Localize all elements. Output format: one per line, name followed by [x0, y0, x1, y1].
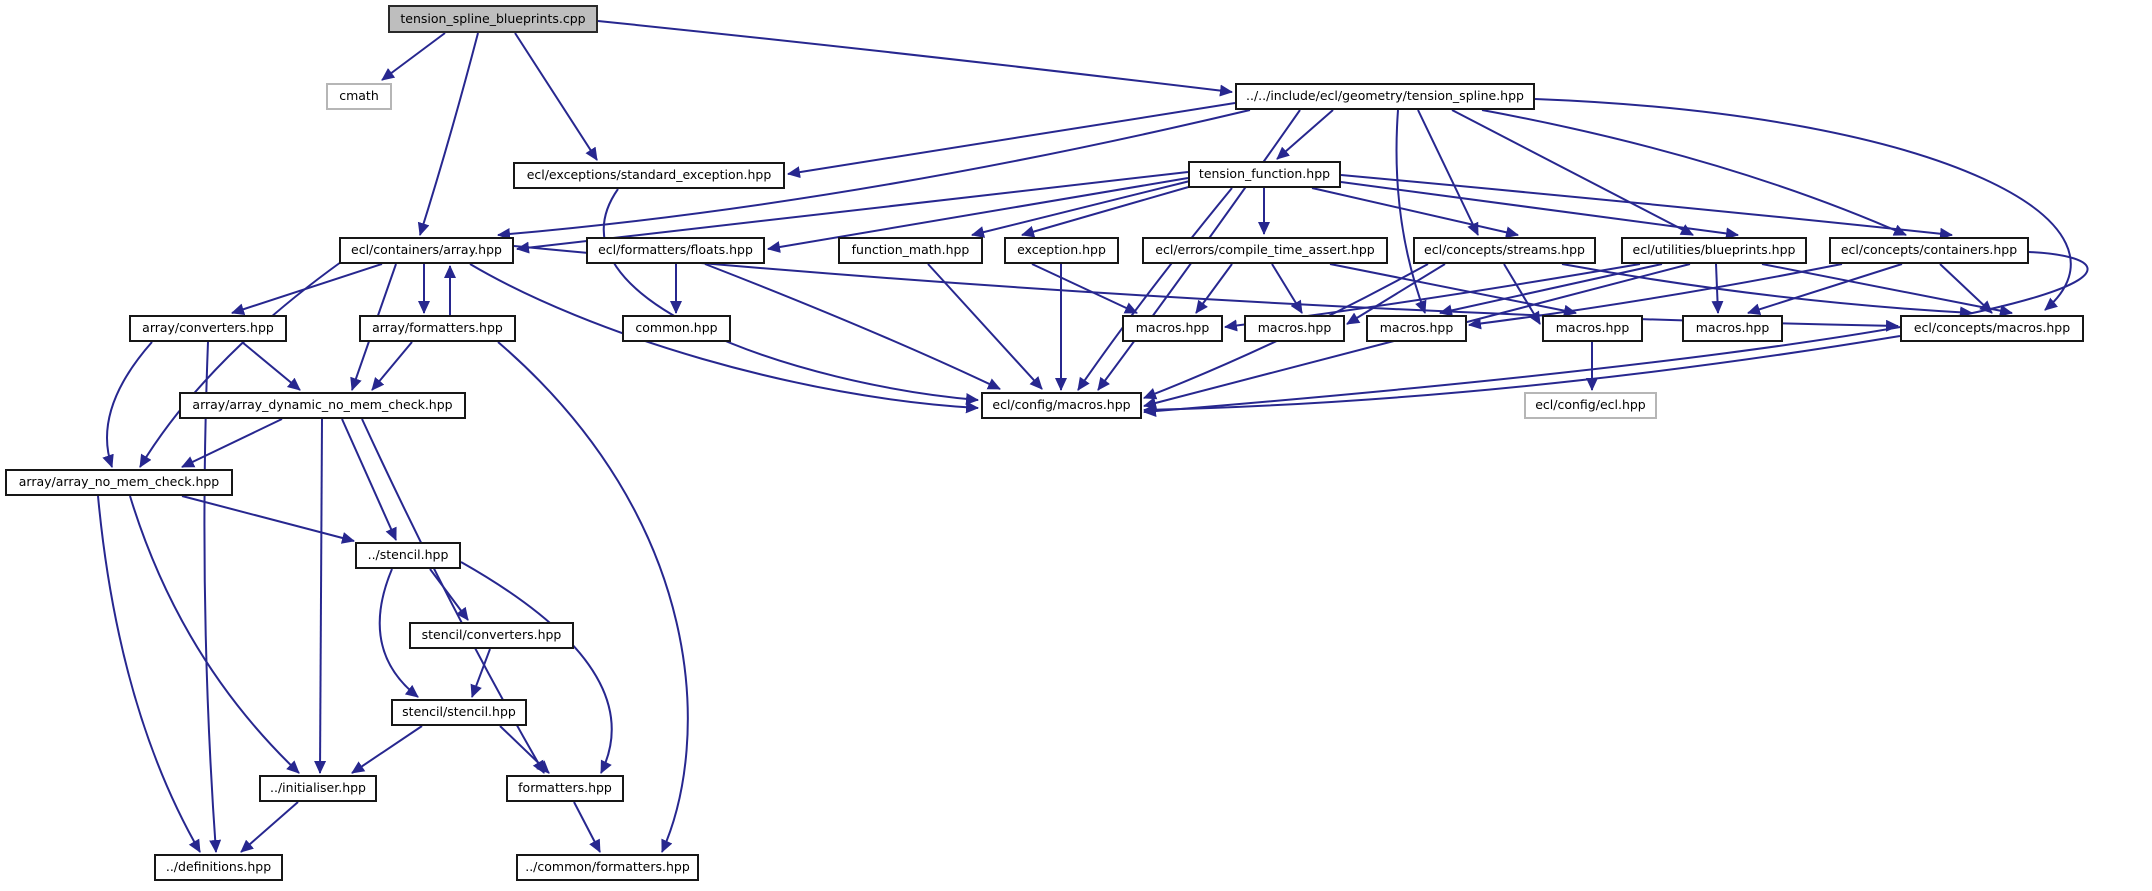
node-config-ecl: ecl/config/ecl.hpp	[1524, 392, 1657, 419]
node-macros-2[interactable]: macros.hpp	[1244, 315, 1345, 342]
node-stencil[interactable]: ../stencil.hpp	[355, 542, 461, 569]
node-function-math[interactable]: function_math.hpp	[838, 237, 983, 264]
node-exception[interactable]: exception.hpp	[1004, 237, 1119, 264]
node-concepts-macros[interactable]: ecl/concepts/macros.hpp	[1900, 315, 2084, 342]
node-array-formatters[interactable]: array/formatters.hpp	[359, 315, 516, 342]
node-common[interactable]: common.hpp	[622, 315, 731, 342]
node-initialiser[interactable]: ../initialiser.hpp	[259, 775, 377, 802]
node-array-dynamic[interactable]: array/array_dynamic_no_mem_check.hpp	[179, 392, 466, 419]
node-compile-time-assert[interactable]: ecl/errors/compile_time_assert.hpp	[1142, 237, 1388, 264]
node-tension-function[interactable]: tension_function.hpp	[1188, 161, 1341, 188]
node-array-no-mem[interactable]: array/array_no_mem_check.hpp	[5, 469, 233, 496]
node-definitions[interactable]: ../definitions.hpp	[154, 854, 283, 881]
node-macros-4[interactable]: macros.hpp	[1542, 315, 1643, 342]
node-cmath: cmath	[326, 83, 392, 110]
node-concepts-containers[interactable]: ecl/concepts/containers.hpp	[1829, 237, 2029, 264]
node-common-formatters[interactable]: ../common/formatters.hpp	[516, 854, 699, 881]
node-macros-3[interactable]: macros.hpp	[1366, 315, 1467, 342]
node-config-macros[interactable]: ecl/config/macros.hpp	[981, 392, 1142, 419]
node-concepts-streams[interactable]: ecl/concepts/streams.hpp	[1413, 237, 1596, 264]
node-stencil-stencil[interactable]: stencil/stencil.hpp	[391, 699, 527, 726]
node-array-converters[interactable]: array/converters.hpp	[129, 315, 287, 342]
node-macros-5[interactable]: macros.hpp	[1682, 315, 1783, 342]
node-macros-1[interactable]: macros.hpp	[1122, 315, 1223, 342]
node-formatters-floats[interactable]: ecl/formatters/floats.hpp	[586, 237, 765, 264]
node-formatters[interactable]: formatters.hpp	[506, 775, 624, 802]
node-cpp-root: tension_spline_blueprints.cpp	[388, 5, 598, 33]
node-containers-array[interactable]: ecl/containers/array.hpp	[339, 237, 514, 264]
node-tension-spline[interactable]: ../../include/ecl/geometry/tension_spline.hpp	[1235, 83, 1535, 110]
node-utilities-blueprints[interactable]: ecl/utilities/blueprints.hpp	[1621, 237, 1807, 264]
node-standard-exception[interactable]: ecl/exceptions/standard_exception.hpp	[513, 162, 785, 189]
node-stencil-converters[interactable]: stencil/converters.hpp	[409, 622, 574, 649]
